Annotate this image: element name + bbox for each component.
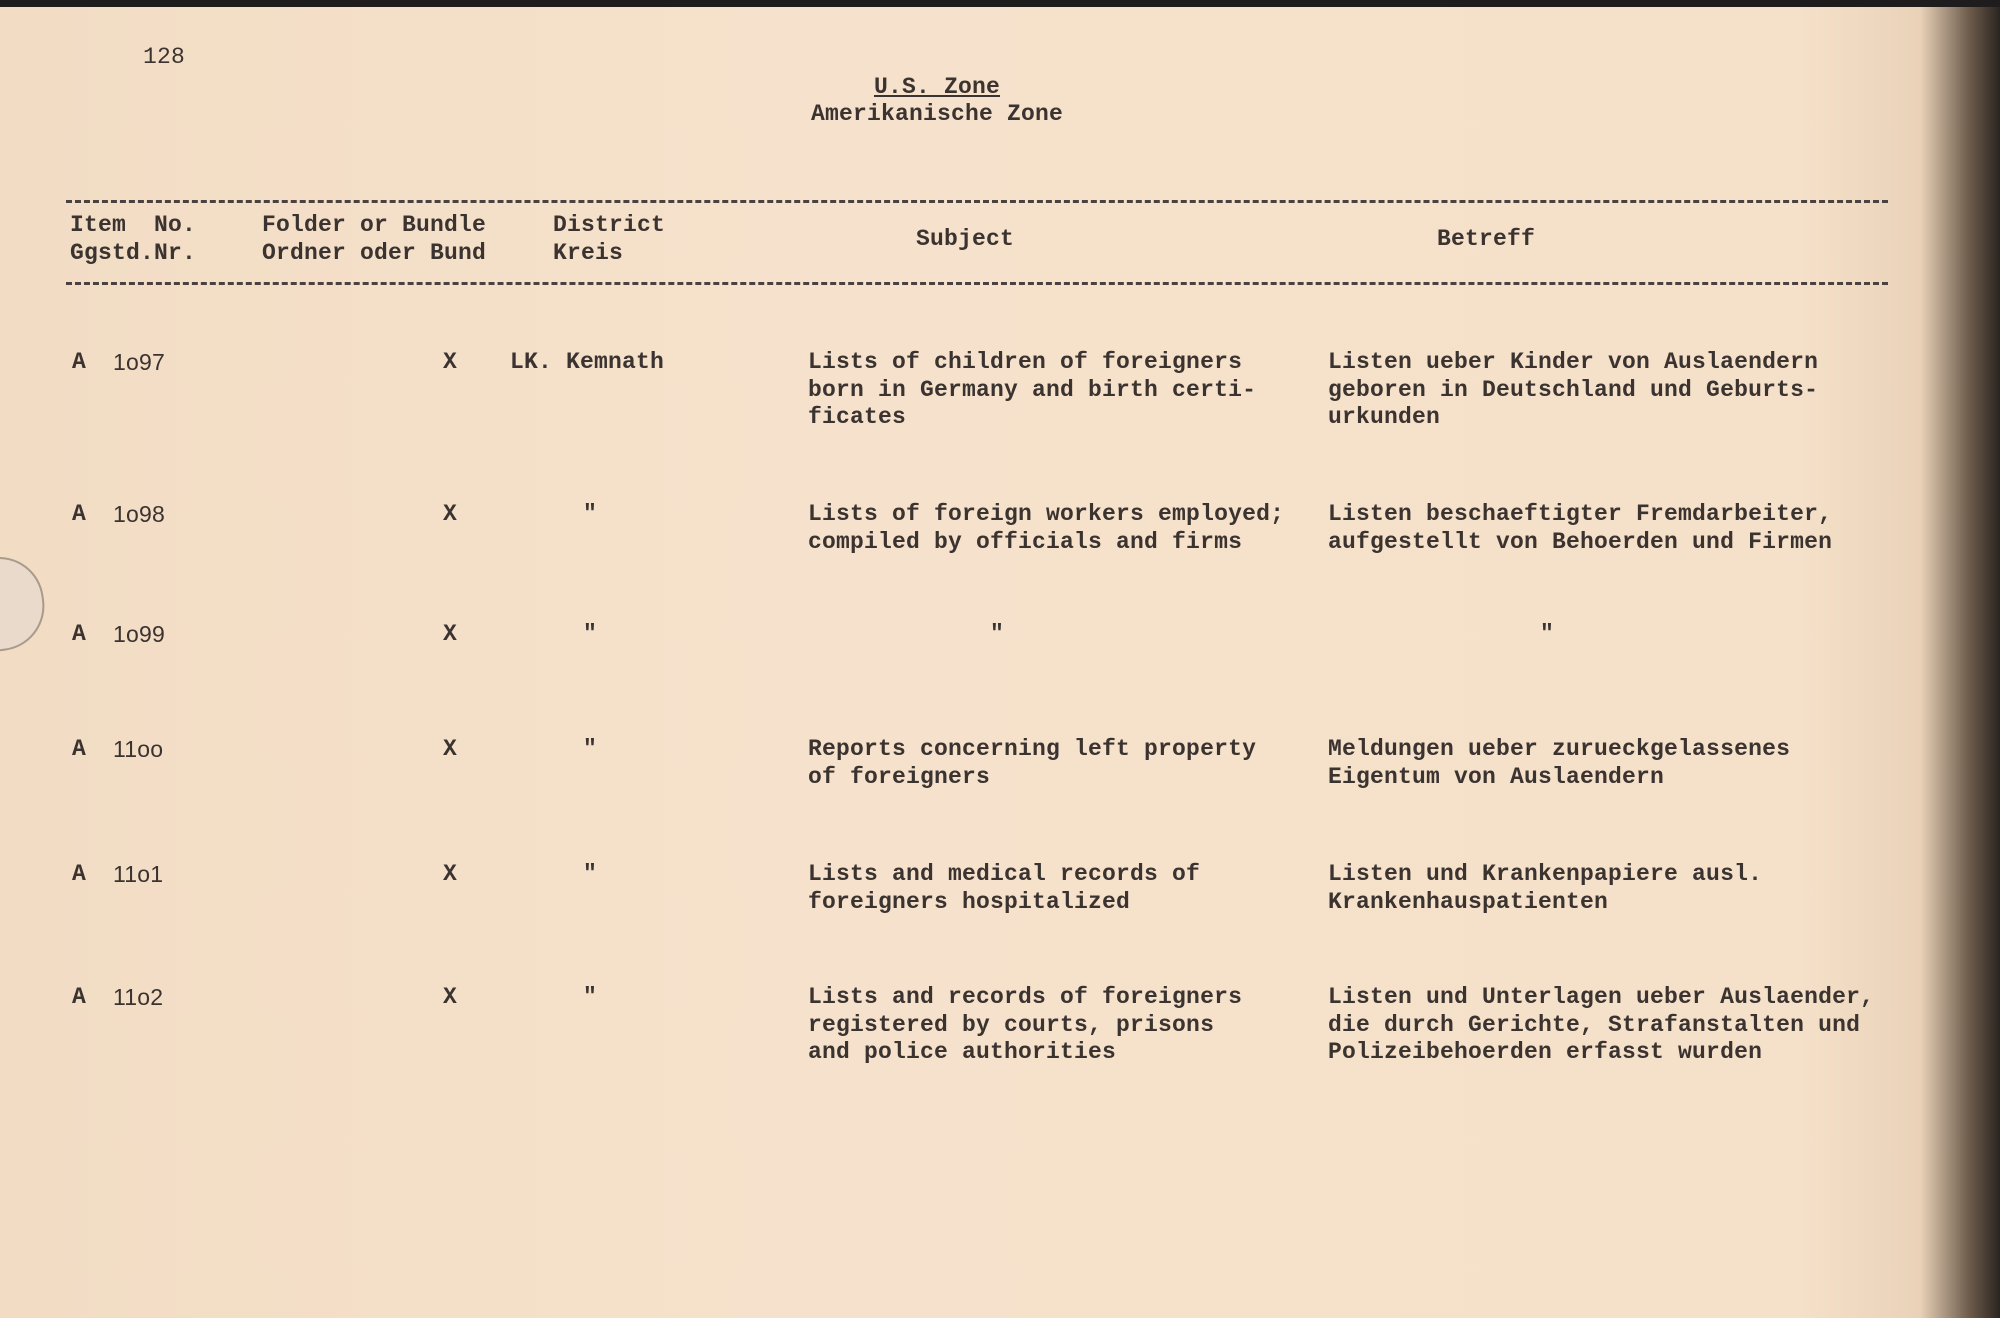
binder-tab bbox=[0, 551, 50, 653]
page-title: U.S. Zone bbox=[873, 74, 1001, 100]
betreff: Listen und Krankenpapiere ausl. Krankenhauspatienten bbox=[1328, 861, 1763, 915]
header-subject: Subject bbox=[916, 226, 1015, 252]
item-prefix: A bbox=[72, 984, 87, 1010]
betreff: " bbox=[1540, 621, 1555, 647]
district: " bbox=[583, 984, 598, 1010]
folder-mark: X bbox=[443, 501, 458, 527]
subject: Lists and medical records of foreigners hospitalized bbox=[808, 861, 1201, 915]
item-prefix: A bbox=[72, 501, 87, 527]
item-prefix: A bbox=[72, 861, 87, 887]
item-number: 11oo bbox=[113, 736, 164, 762]
subject: Reports concerning left property of foreigners bbox=[808, 736, 1257, 790]
subject: Lists and records of foreigners registered by courts, prisons and police authorities bbox=[808, 984, 1243, 1065]
scan-top-edge bbox=[0, 0, 2000, 7]
betreff: Meldungen ueber zurueckgelassenes Eigentum von Auslaendern bbox=[1328, 736, 1791, 790]
folder-mark: X bbox=[443, 349, 458, 375]
page-subtitle: Amerikanische Zone bbox=[810, 101, 1064, 127]
item-prefix: A bbox=[72, 736, 87, 762]
district: " bbox=[583, 621, 598, 647]
subject: " bbox=[990, 621, 1005, 647]
district: " bbox=[583, 861, 598, 887]
betreff: Listen und Unterlagen ueber Auslaender, die durch Gerichte, Strafanstalten und Polizeibehoerden erfasst wurden bbox=[1328, 984, 1875, 1065]
folder-mark: X bbox=[443, 861, 458, 887]
header-betreff: Betreff bbox=[1437, 226, 1536, 252]
item-number: 1o98 bbox=[113, 501, 165, 527]
district: " bbox=[583, 501, 598, 527]
header-bottom-divider bbox=[66, 282, 1888, 285]
item-number: 1o97 bbox=[113, 349, 165, 375]
item-prefix: A bbox=[72, 621, 87, 647]
header-district: District Kreis bbox=[553, 212, 666, 266]
header-top-divider bbox=[66, 200, 1888, 203]
item-number: 11o1 bbox=[113, 861, 164, 887]
district: " bbox=[583, 736, 598, 762]
page-number: 128 bbox=[143, 44, 186, 70]
district: LK. Kemnath bbox=[510, 349, 665, 375]
item-prefix: A bbox=[72, 349, 87, 375]
folder-mark: X bbox=[443, 621, 458, 647]
header-item-no: Item No. Ggstd.Nr. bbox=[70, 212, 197, 266]
item-number: 1o99 bbox=[113, 621, 165, 647]
folder-mark: X bbox=[443, 984, 458, 1010]
subject: Lists of foreign workers employed; compiled by officials and firms bbox=[808, 501, 1285, 555]
header-folder: Folder or Bundle Ordner oder Bund bbox=[262, 212, 487, 266]
item-number: 11o2 bbox=[113, 984, 164, 1010]
folder-mark: X bbox=[443, 736, 458, 762]
betreff: Listen beschaeftigter Fremdarbeiter, aufgestellt von Behoerden und Firmen bbox=[1328, 501, 1833, 555]
betreff: Listen ueber Kinder von Auslaendern geboren in Deutschland und Geburts- urkunden bbox=[1328, 349, 1819, 430]
subject: Lists of children of foreigners born in Germany and birth certi- ficates bbox=[808, 349, 1257, 430]
